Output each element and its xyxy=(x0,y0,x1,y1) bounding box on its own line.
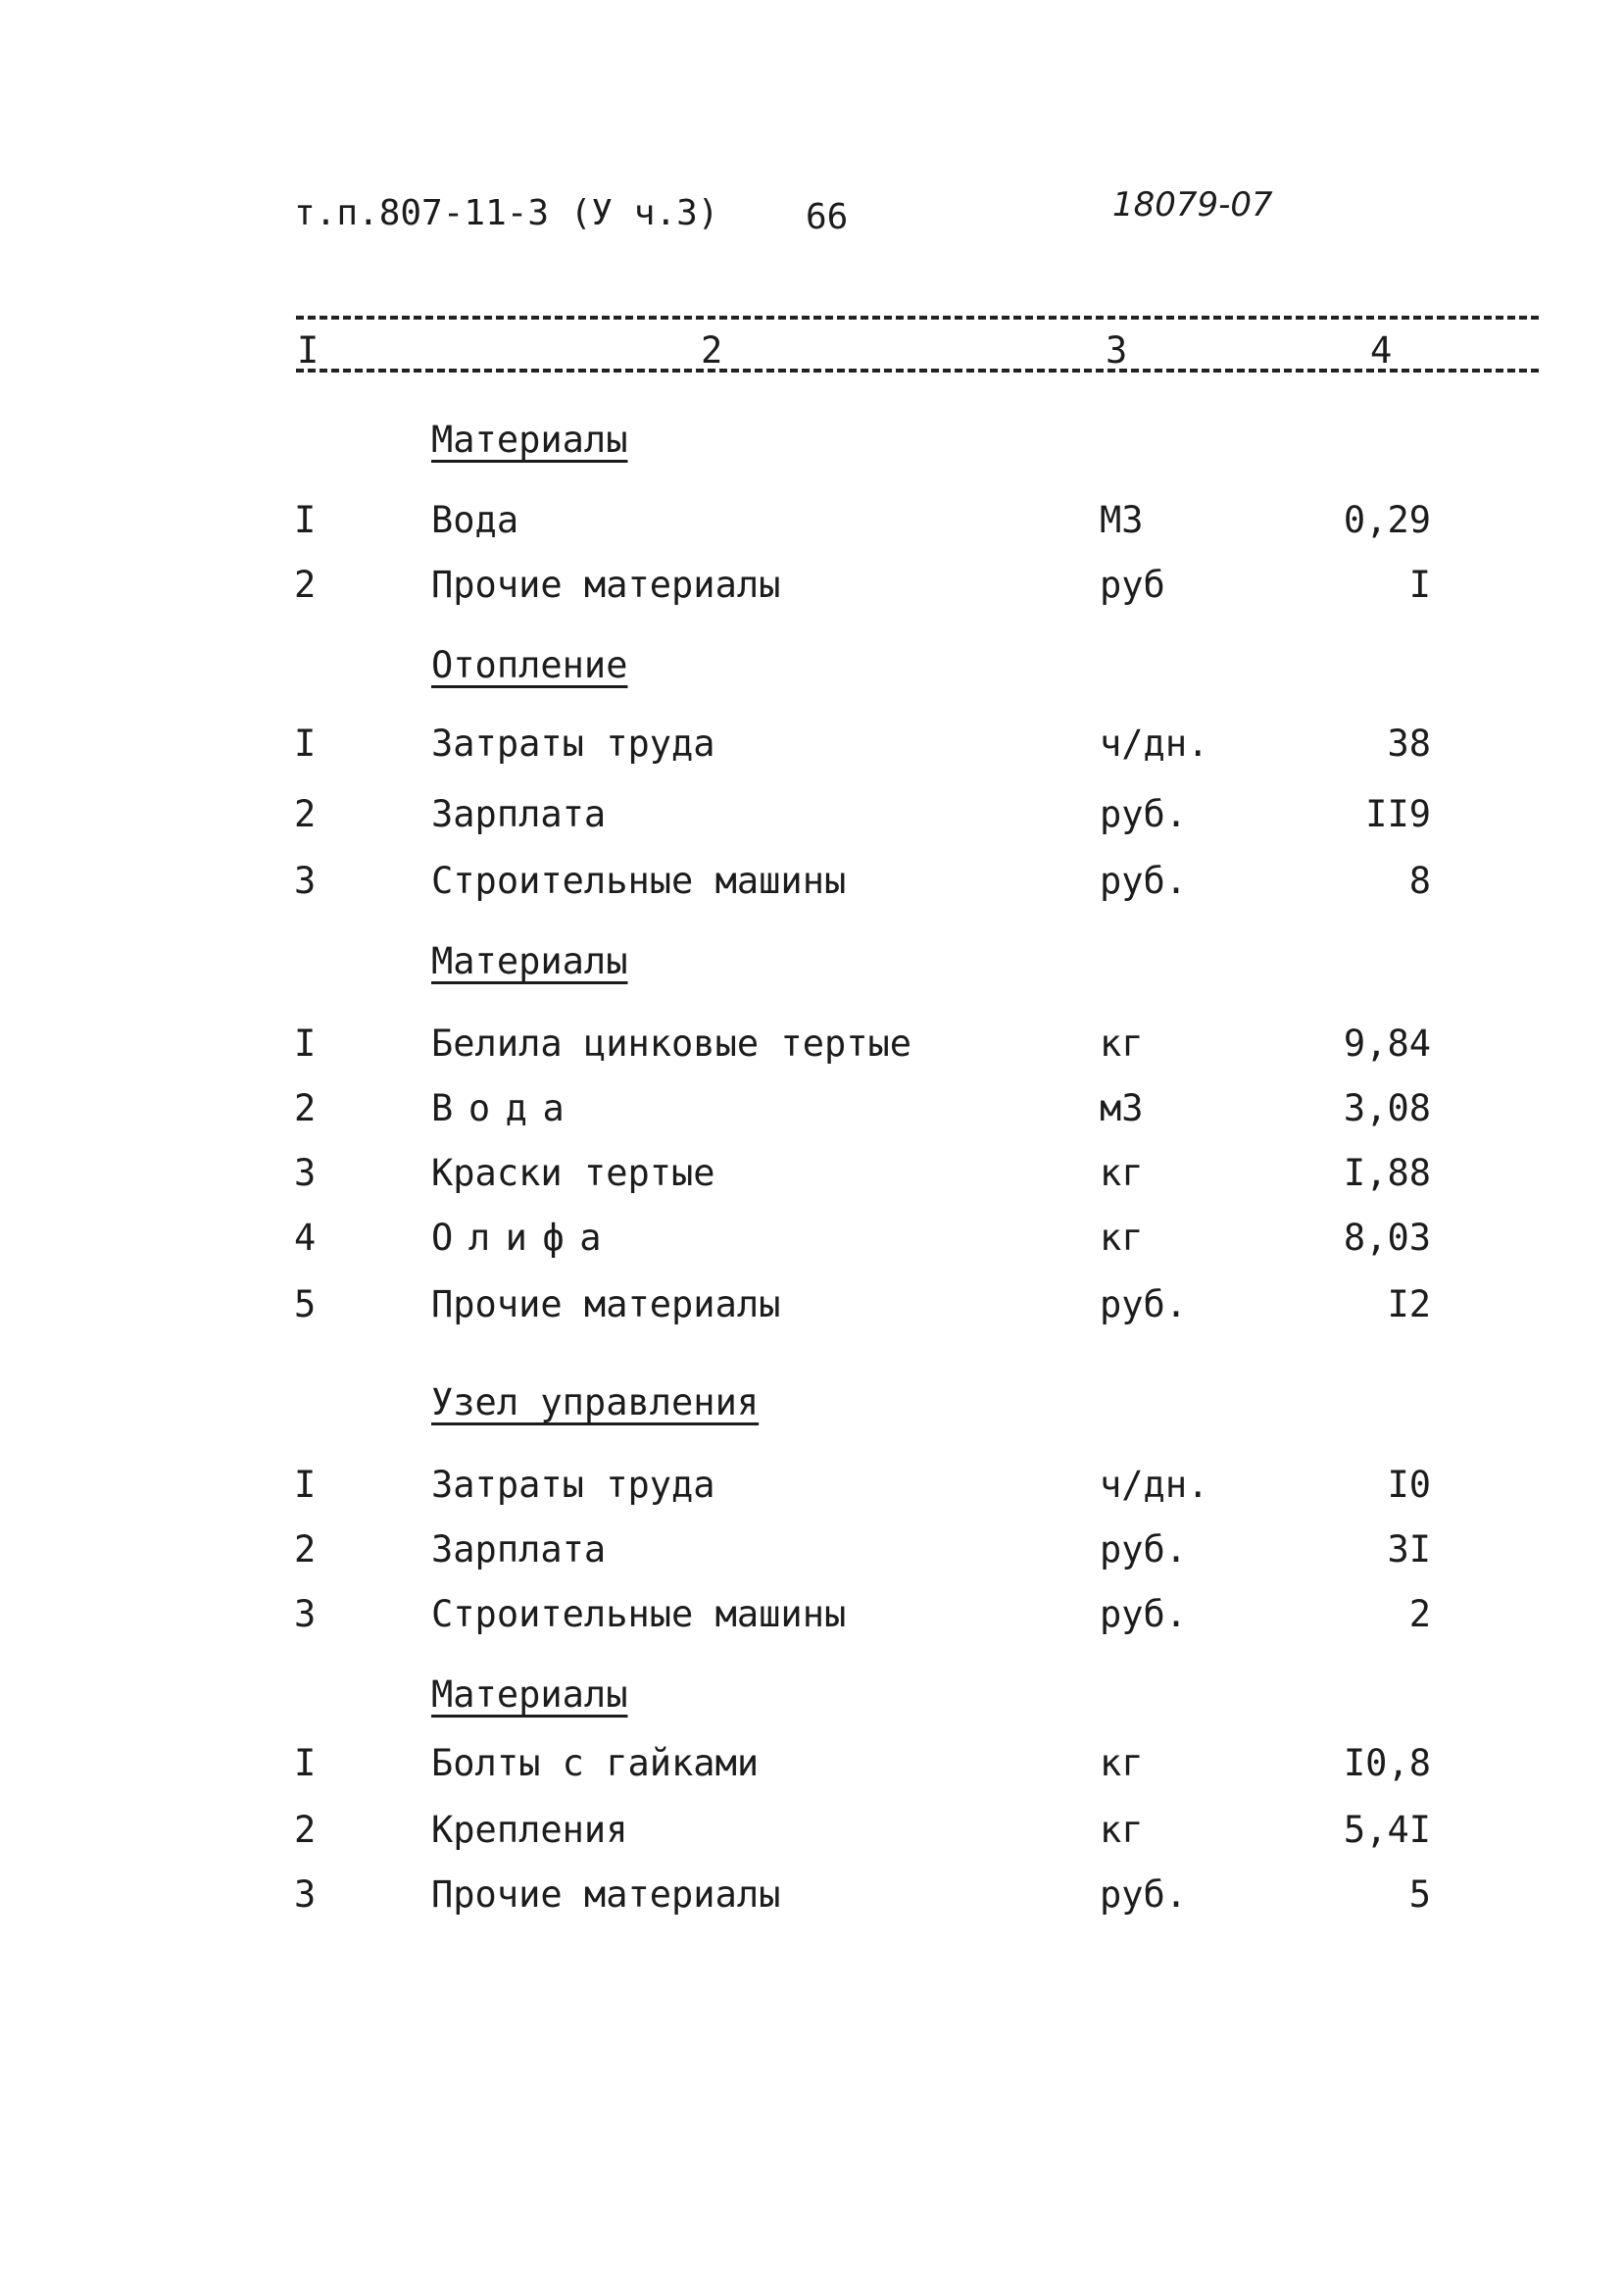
unit-cell: кг xyxy=(1100,1217,1144,1259)
row-number: 2 xyxy=(294,1528,317,1571)
unit-cell: руб. xyxy=(1100,1528,1188,1571)
column-header-4: 4 xyxy=(1370,329,1393,372)
unit-cell: кг xyxy=(1100,1022,1144,1065)
unit-cell: кг xyxy=(1100,1742,1144,1784)
item-name: Затраты труда xyxy=(431,723,715,765)
quantity-cell: I0,8 xyxy=(1343,1742,1431,1784)
row-number: 2 xyxy=(294,793,317,835)
row-number: 3 xyxy=(294,860,317,902)
row-number: 3 xyxy=(294,1152,317,1194)
item-name: Зарплата xyxy=(431,1528,607,1571)
column-header-3: 3 xyxy=(1106,329,1128,372)
item-name: Крепления xyxy=(431,1809,628,1851)
section-heading: Отопление xyxy=(431,644,628,686)
quantity-cell: 3I xyxy=(1387,1528,1431,1571)
quantity-cell: I2 xyxy=(1387,1283,1431,1325)
table-header-bottom-rule xyxy=(296,369,1539,373)
unit-cell: ч/дн. xyxy=(1100,723,1209,765)
item-name: Строительные машины xyxy=(431,860,847,902)
row-number: I xyxy=(294,1742,317,1784)
column-header-1: I xyxy=(297,329,320,372)
item-name: Строительные машины xyxy=(431,1593,847,1635)
quantity-cell: 3,08 xyxy=(1343,1087,1431,1129)
row-number: I xyxy=(294,1022,317,1065)
item-name: Болты с гайками xyxy=(431,1742,760,1784)
column-header-2: 2 xyxy=(701,329,723,372)
item-name: Вода xyxy=(431,1087,580,1129)
quantity-cell: 5,4I xyxy=(1343,1809,1431,1851)
quantity-cell: I0 xyxy=(1387,1464,1431,1506)
item-name: Прочие материалы xyxy=(431,1873,781,1916)
item-name: Затраты труда xyxy=(431,1464,715,1506)
quantity-cell: I,88 xyxy=(1343,1152,1431,1194)
unit-cell: М3 xyxy=(1100,499,1144,541)
unit-cell: кг xyxy=(1100,1152,1144,1194)
unit-cell: руб. xyxy=(1100,860,1188,902)
handwritten-stamp: 18079-07 xyxy=(1112,185,1273,224)
section-heading: Материалы xyxy=(431,940,628,982)
section-heading: Узел управления xyxy=(431,1381,760,1423)
unit-cell: руб. xyxy=(1100,793,1188,835)
row-number: 2 xyxy=(294,1087,317,1129)
row-number: I xyxy=(294,1464,317,1506)
unit-cell: руб xyxy=(1100,564,1165,606)
document-code: т.п.807-11-3 (У ч.3) xyxy=(294,193,719,233)
unit-cell: руб. xyxy=(1100,1873,1188,1916)
row-number: 5 xyxy=(294,1283,317,1325)
item-name: Белила цинковые тертые xyxy=(431,1022,912,1065)
unit-cell: кг xyxy=(1100,1809,1144,1851)
row-number: I xyxy=(294,723,317,765)
table-header-top-rule xyxy=(296,316,1539,320)
unit-cell: руб. xyxy=(1100,1283,1188,1325)
item-name: Прочие материалы xyxy=(431,564,781,606)
row-number: 3 xyxy=(294,1593,317,1635)
item-name: Прочие материалы xyxy=(431,1283,781,1325)
item-name: Зарплата xyxy=(431,793,607,835)
quantity-cell: 2 xyxy=(1408,1593,1431,1635)
section-heading: Материалы xyxy=(431,419,628,461)
row-number: I xyxy=(294,499,317,541)
unit-cell: ч/дн. xyxy=(1100,1464,1209,1506)
quantity-cell: 0,29 xyxy=(1343,499,1431,541)
row-number: 2 xyxy=(294,564,317,606)
section-heading: Материалы xyxy=(431,1673,628,1716)
item-name: Вода xyxy=(431,499,519,541)
quantity-cell: II9 xyxy=(1365,793,1431,835)
unit-cell: м3 xyxy=(1100,1087,1144,1129)
row-number: 2 xyxy=(294,1809,317,1851)
row-number: 3 xyxy=(294,1873,317,1916)
quantity-cell: 5 xyxy=(1408,1873,1431,1916)
row-number: 4 xyxy=(294,1217,317,1259)
quantity-cell: 8,03 xyxy=(1343,1217,1431,1259)
item-name: Краски тертые xyxy=(431,1152,715,1194)
quantity-cell: I xyxy=(1408,564,1431,606)
unit-cell: руб. xyxy=(1100,1593,1188,1635)
quantity-cell: 38 xyxy=(1387,723,1431,765)
item-name: Олифа xyxy=(431,1217,617,1259)
quantity-cell: 9,84 xyxy=(1343,1022,1431,1065)
quantity-cell: 8 xyxy=(1408,860,1431,902)
page-number: 66 xyxy=(806,197,849,237)
